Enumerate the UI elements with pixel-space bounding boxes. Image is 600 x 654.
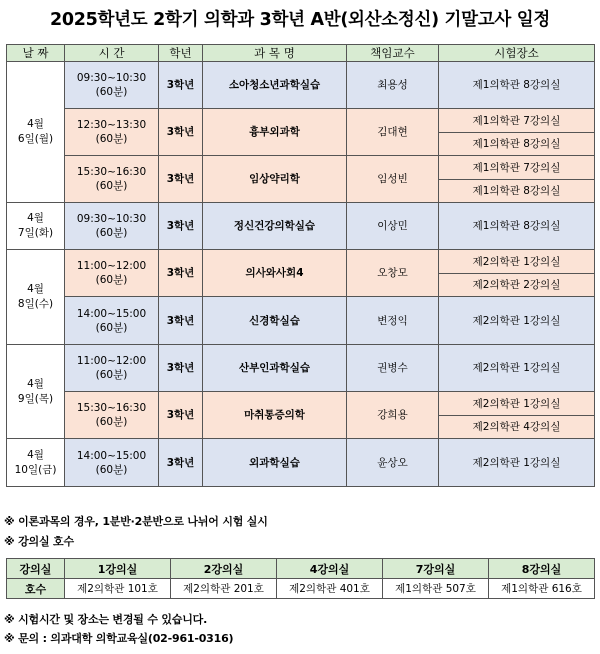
room-col-1: 1강의실 — [65, 559, 171, 579]
room-col-8: 8강의실 — [489, 559, 595, 579]
subject-cell: 마취통증의학 — [203, 392, 347, 439]
subject-cell: 정신건강의학실습 — [203, 203, 347, 250]
room-value: 제2의학관 101호 — [65, 579, 171, 599]
professor-cell: 변정익 — [347, 297, 439, 345]
location-cell: 제1의학관 8강의실 — [439, 62, 595, 109]
header-location: 시험장소 — [439, 45, 595, 62]
table-row — [7, 345, 595, 392]
location-cell: 제1의학관 8강의실 — [439, 133, 595, 156]
professor-cell: 이상민 — [347, 203, 439, 250]
room-value: 제2의학관 401호 — [277, 579, 383, 599]
professor-cell: 김대현 — [347, 109, 439, 156]
schedule-header-row — [7, 45, 595, 62]
subject-cell: 신경학실습 — [203, 297, 347, 345]
room-number-table — [6, 558, 595, 599]
header-professor: 책임교수 — [347, 45, 439, 62]
grade-cell: 3학년 — [159, 156, 203, 203]
grade-cell: 3학년 — [159, 250, 203, 297]
room-header-row — [7, 559, 595, 579]
location-cell: 제1의학관 8강의실 — [439, 180, 595, 203]
header-time: 시 간 — [65, 45, 159, 62]
grade-cell: 3학년 — [159, 392, 203, 439]
date-cell: 4월 10일(금) — [7, 439, 65, 487]
professor-cell: 오창모 — [347, 250, 439, 297]
time-cell: 11:00~12:00 (60분) — [65, 345, 159, 392]
time-cell: 09:30~10:30 (60분) — [65, 203, 159, 250]
page-title: 2025학년도 2학기 의학과 3학년 A반(외산소정신) 기말고사 일정 — [50, 10, 550, 30]
professor-cell: 최용성 — [347, 62, 439, 109]
time-cell: 12:30~13:30 (60분) — [65, 109, 159, 156]
location-cell: 제1의학관 7강의실 — [439, 156, 595, 180]
room-row-label: 호수 — [7, 579, 65, 599]
grade-cell: 3학년 — [159, 439, 203, 487]
location-cell: 제1의학관 8강의실 — [439, 203, 595, 250]
note-theory-split: ※ 이론과목의 경우, 1분반·2분반으로 나뉘어 시험 실시 — [4, 515, 268, 528]
location-cell: 제2의학관 2강의실 — [439, 274, 595, 297]
location-cell: 제2의학관 1강의실 — [439, 439, 595, 487]
location-cell: 제1의학관 7강의실 — [439, 109, 595, 133]
subject-cell: 임상약리학 — [203, 156, 347, 203]
time-cell: 09:30~10:30 (60분) — [65, 62, 159, 109]
location-cell: 제2의학관 4강의실 — [439, 416, 595, 439]
time-cell: 14:00~15:00 (60분) — [65, 297, 159, 345]
table-row — [7, 297, 595, 345]
subject-cell: 외과학실습 — [203, 439, 347, 487]
table-row — [7, 62, 595, 109]
table-row — [7, 109, 595, 133]
location-cell: 제2의학관 1강의실 — [439, 392, 595, 416]
date-cell: 4월 9일(목) — [7, 345, 65, 439]
professor-cell: 윤상오 — [347, 439, 439, 487]
grade-cell: 3학년 — [159, 297, 203, 345]
subject-cell: 의사와사회4 — [203, 250, 347, 297]
location-cell: 제2의학관 1강의실 — [439, 297, 595, 345]
location-cell: 제2의학관 1강의실 — [439, 250, 595, 274]
subject-cell: 산부인과학실습 — [203, 345, 347, 392]
room-col-4: 4강의실 — [277, 559, 383, 579]
note-subject-to-change: ※ 시험시간 및 장소는 변경될 수 있습니다. — [4, 613, 208, 626]
time-cell: 14:00~15:00 (60분) — [65, 439, 159, 487]
subject-cell: 소아청소년과학실습 — [203, 62, 347, 109]
date-cell: 4월 6일(월) — [7, 62, 65, 203]
table-row — [7, 439, 595, 487]
exam-schedule-table — [6, 44, 595, 487]
time-cell: 15:30~16:30 (60분) — [65, 156, 159, 203]
table-row — [7, 250, 595, 274]
location-cell: 제2의학관 1강의실 — [439, 345, 595, 392]
room-header-label: 강의실 — [7, 559, 65, 579]
grade-cell: 3학년 — [159, 62, 203, 109]
date-cell: 4월 8일(수) — [7, 250, 65, 345]
room-value: 제1의학관 507호 — [383, 579, 489, 599]
room-col-2: 2강의실 — [171, 559, 277, 579]
date-cell: 4월 7일(화) — [7, 203, 65, 250]
grade-cell: 3학년 — [159, 109, 203, 156]
room-value: 제1의학관 616호 — [489, 579, 595, 599]
header-date: 날 짜 — [7, 45, 65, 62]
header-subject: 과 목 명 — [203, 45, 347, 62]
room-col-7: 7강의실 — [383, 559, 489, 579]
grade-cell: 3학년 — [159, 203, 203, 250]
professor-cell: 강희용 — [347, 392, 439, 439]
grade-cell: 3학년 — [159, 345, 203, 392]
table-row — [7, 392, 595, 416]
professor-cell: 권병수 — [347, 345, 439, 392]
note-room-numbers: ※ 강의실 호수 — [4, 535, 74, 548]
table-row — [7, 203, 595, 250]
time-cell: 15:30~16:30 (60분) — [65, 392, 159, 439]
note-contact: ※ 문의 : 의과대학 의학교육실(02-961-0316) — [4, 632, 234, 645]
room-value-row — [7, 579, 595, 599]
header-grade: 학년 — [159, 45, 203, 62]
time-cell: 11:00~12:00 (60분) — [65, 250, 159, 297]
professor-cell: 임성빈 — [347, 156, 439, 203]
table-row — [7, 156, 595, 180]
subject-cell: 흉부외과학 — [203, 109, 347, 156]
room-value: 제2의학관 201호 — [171, 579, 277, 599]
